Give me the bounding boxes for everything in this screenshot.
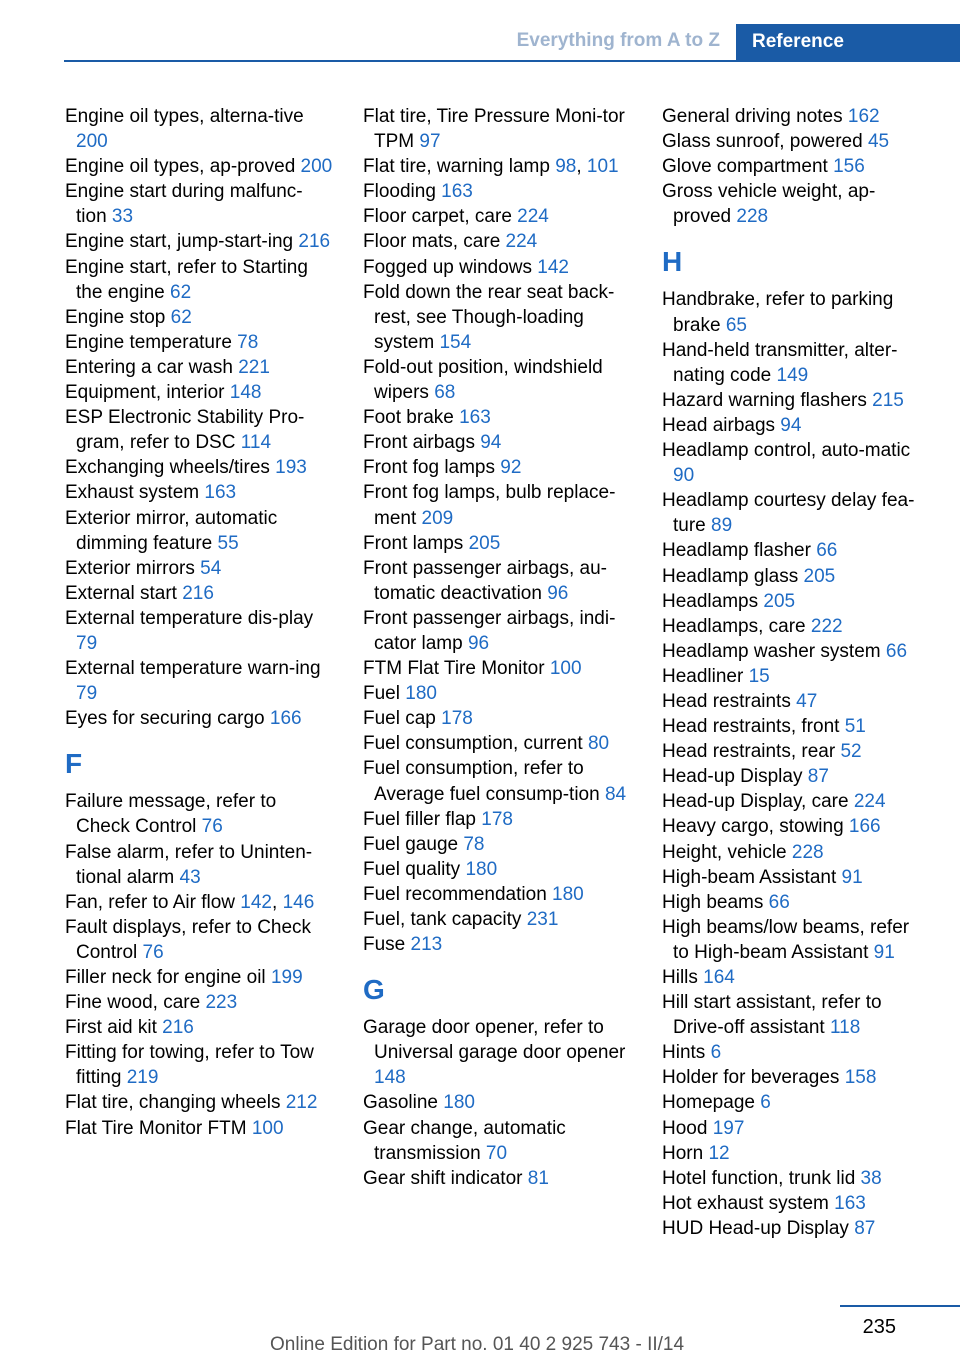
page-reference-link[interactable]: 163 xyxy=(459,407,491,429)
index-entry xyxy=(662,614,930,639)
index-entry-term: Homepage xyxy=(662,1092,761,1114)
page-reference-link[interactable]: 228 xyxy=(791,841,824,863)
index-entry xyxy=(65,179,333,229)
page-reference-link[interactable]: 118 xyxy=(829,1017,861,1039)
index-entry xyxy=(65,656,333,706)
index-entry xyxy=(363,1090,631,1115)
index-entry-term: Head restraints, front xyxy=(662,716,845,738)
index-entry-term: Fan, refer to Air flow xyxy=(65,891,241,913)
index-entry xyxy=(363,932,631,957)
index-entry-term: Headlamp control, auto-matic xyxy=(662,440,911,462)
index-entry xyxy=(662,990,930,1040)
index-entry xyxy=(363,280,631,355)
index-entry-term: Front fog lamps, bulb replace-ment xyxy=(363,482,616,529)
index-entry-term: Flat tire, Tire Pressure Moni-tor TPM xyxy=(363,106,625,153)
page-reference-link[interactable]: 62 xyxy=(170,306,192,328)
page-reference-link[interactable]: 66 xyxy=(768,891,790,913)
index-entry xyxy=(662,538,930,563)
page-reference-link[interactable]: 68 xyxy=(434,382,456,404)
index-entry-term: FTM Flat Tire Monitor xyxy=(363,658,550,680)
page-reference-link[interactable]: 212 xyxy=(285,1092,318,1114)
page-reference-link[interactable]: 205 xyxy=(468,532,501,554)
index-entry-term: Exchanging wheels/tires xyxy=(65,457,276,479)
index-entry-term: Fuse xyxy=(363,934,411,956)
index-entry-term: Engine stop xyxy=(65,306,171,328)
page-reference-link[interactable]: 79 xyxy=(76,683,98,705)
index-entry-term: Headliner xyxy=(662,665,749,687)
index-entry xyxy=(363,229,631,254)
index-entry xyxy=(65,581,333,606)
index-entry-term: Fuel consumption, refer to Average fuel consump-tion xyxy=(363,758,605,805)
index-entry-term: External temperature dis-play xyxy=(65,607,314,629)
index-entry xyxy=(662,413,930,438)
page-reference-link[interactable]: 149 xyxy=(776,364,809,386)
page-reference-link[interactable]: 114 xyxy=(240,432,272,454)
index-entry-term: Hand-held transmitter, alter-nating code xyxy=(662,339,898,386)
index-entry xyxy=(662,1090,930,1115)
page-reference-link[interactable]: 178 xyxy=(481,808,513,830)
index-entry-term: Glove compartment xyxy=(662,156,834,178)
index-entry-term: Eyes for securing cargo xyxy=(65,708,270,730)
index-entry-term: Headlamps, care xyxy=(662,615,811,637)
index-entry xyxy=(662,104,930,129)
index-entry-term: Height, vehicle xyxy=(662,841,792,863)
index-entry xyxy=(662,1065,930,1090)
index-entry xyxy=(363,1116,631,1166)
index-entry-term: Hood xyxy=(662,1117,713,1139)
index-entry-term: Gear change, automatic transmission xyxy=(363,1117,566,1164)
page-reference-link[interactable]: 70 xyxy=(485,1142,508,1164)
index-entry-term: Front fog lamps xyxy=(363,457,501,479)
index-entry xyxy=(65,915,333,965)
index-entry xyxy=(363,907,631,932)
index-entry-term: Gasoline xyxy=(363,1092,444,1114)
index-entry-term: Fuel quality xyxy=(363,858,466,880)
page-reference-link[interactable]: 223 xyxy=(205,992,238,1014)
index-entry xyxy=(662,915,930,965)
index-entry-term: Floor carpet, care xyxy=(363,206,518,228)
index-entry: Fan, refer to Air flow 142, 146 xyxy=(65,891,315,913)
index-entry xyxy=(363,857,631,882)
index-column-3 xyxy=(662,104,930,1241)
index-entry-term: Foot brake xyxy=(363,407,460,429)
page-reference-link[interactable]: 200 xyxy=(76,131,108,153)
index-entry-term: Fuel consumption, current xyxy=(363,733,588,755)
index-letter-heading: F xyxy=(65,748,83,780)
page-reference-link[interactable]: 163 xyxy=(834,1192,866,1214)
index-entry-term: Failure message, refer to Check Control xyxy=(65,791,277,838)
index-entry xyxy=(363,480,631,530)
index-entry xyxy=(662,789,930,814)
index-entry-term: Filler neck for engine oil xyxy=(65,967,271,988)
index-entry xyxy=(662,1216,930,1241)
index-entry xyxy=(662,388,930,413)
page-reference-link[interactable]: 66 xyxy=(816,540,838,562)
index-entry xyxy=(363,1166,631,1191)
page-reference-link[interactable]: 142 xyxy=(240,891,272,913)
index-entry-term: Head-up Display, care xyxy=(662,791,854,813)
index-entry xyxy=(65,1116,333,1141)
page-reference-link[interactable]: 215 xyxy=(872,389,904,411)
index-entry xyxy=(662,714,930,739)
index-entry-term: Engine start during malfunc-tion xyxy=(65,181,303,228)
page-reference-link[interactable]: 205 xyxy=(803,565,836,587)
index-entry xyxy=(662,338,930,388)
page-reference-link[interactable]: 33 xyxy=(111,206,134,228)
index-entry-term: Headlamp washer system xyxy=(662,640,886,662)
index-entry xyxy=(65,455,333,480)
index-entry-term: Engine oil types, alterna-tive xyxy=(65,106,304,127)
page-reference-link[interactable]: 180 xyxy=(552,883,584,905)
index-entry xyxy=(65,1015,333,1040)
index-entry xyxy=(363,455,631,480)
page-reference-link[interactable]: 87 xyxy=(807,766,829,788)
page-reference-link[interactable]: 209 xyxy=(421,507,454,529)
page-reference-link[interactable]: 101 xyxy=(586,156,619,178)
page-reference-link[interactable]: 79 xyxy=(76,632,98,654)
index-entry-term: HUD Head-up Display xyxy=(662,1217,855,1239)
index-entry-term: Front passenger airbags, au-tomatic deactivation xyxy=(363,557,607,604)
index-entry xyxy=(662,564,930,589)
page-reference-link[interactable]: 231 xyxy=(526,909,559,930)
index-entry xyxy=(65,355,333,380)
page-reference-link[interactable]: 90 xyxy=(673,465,695,487)
index-entry xyxy=(363,355,631,405)
page-number: 235 xyxy=(862,1316,896,1338)
index-entry xyxy=(65,965,333,990)
index-entry-term: Heavy cargo, stowing xyxy=(662,816,849,838)
index-entry xyxy=(363,179,631,204)
index-entry xyxy=(65,480,333,505)
page-reference-link[interactable]: 80 xyxy=(587,733,610,755)
page-reference-link[interactable]: 87 xyxy=(854,1217,876,1239)
index-entry-term: Flooding xyxy=(363,181,442,203)
index-entry xyxy=(363,706,631,731)
index-entry-term: Gross vehicle weight, ap-proved xyxy=(662,181,876,228)
index-entry xyxy=(662,1141,930,1166)
index-entry-term: Floor mats, care xyxy=(363,231,506,253)
index-entry-term: Engine start, jump-start-ing xyxy=(65,231,299,253)
footer-rule xyxy=(840,1305,960,1307)
index-entry-term: Hints xyxy=(662,1042,711,1064)
index-entry xyxy=(662,589,930,614)
index-entry xyxy=(662,438,930,488)
index-entry-term: Fogged up windows xyxy=(363,256,538,278)
index-entry xyxy=(363,606,631,656)
page-reference-link[interactable]: 199 xyxy=(270,967,303,988)
page-reference-link[interactable]: 154 xyxy=(439,331,472,353)
index-entry-term: Headlamp flasher xyxy=(662,540,817,562)
index-entry xyxy=(65,104,333,154)
index-entry-term: ESP Electronic Stability Pro-gram, refer to DSC xyxy=(65,407,305,454)
index-entry-term: First aid kit xyxy=(65,1017,163,1039)
page-reference-link[interactable]: 224 xyxy=(505,231,538,253)
page-reference-link[interactable]: 54 xyxy=(200,557,222,579)
page-reference-link[interactable]: 205 xyxy=(763,590,796,612)
page-reference-link[interactable]: 12 xyxy=(708,1142,730,1164)
page-reference-link[interactable]: 96 xyxy=(467,632,490,654)
index-entry-term: Hazard warning flashers xyxy=(662,389,873,411)
index-entry xyxy=(662,179,930,229)
page-reference-link[interactable]: 142 xyxy=(537,256,569,278)
page-reference-link[interactable]: 94 xyxy=(480,432,502,454)
page-reference-link[interactable]: 224 xyxy=(853,791,886,813)
index-entry xyxy=(662,689,930,714)
page-reference-link[interactable]: 47 xyxy=(796,690,818,712)
header-rule xyxy=(64,60,960,62)
index-entry xyxy=(363,430,631,455)
page-reference-link[interactable]: 98 xyxy=(555,156,577,178)
index-entry-term: Fault displays, refer to Check Control xyxy=(65,916,312,963)
index-letter-heading: G xyxy=(363,974,385,1006)
index-entry-term: Gear shift indicator xyxy=(363,1167,528,1189)
index-entry-term: Exterior mirrors xyxy=(65,557,201,579)
page-reference-link[interactable]: 216 xyxy=(162,1017,194,1039)
index-entry-term: High-beam Assistant xyxy=(662,866,842,888)
index-entry xyxy=(65,556,333,581)
page-reference-link[interactable]: 148 xyxy=(374,1067,406,1089)
header-tab: Reference xyxy=(736,24,960,62)
page-reference-link[interactable]: 92 xyxy=(500,457,522,479)
index-entry-term: Headlamp glass xyxy=(662,565,804,587)
index-entry xyxy=(662,129,930,154)
index-entry xyxy=(662,965,930,990)
page-reference-link[interactable]: 45 xyxy=(867,131,890,153)
index-entry xyxy=(363,756,631,806)
page-reference-link[interactable]: 96 xyxy=(547,582,569,604)
index-entry-term: Hill start assistant, refer to Drive-off assistant xyxy=(662,992,882,1039)
index-entry xyxy=(662,664,930,689)
page-reference-link[interactable]: 228 xyxy=(736,206,769,228)
page-reference-link[interactable]: 91 xyxy=(873,941,895,963)
index-entry-term: Front lamps xyxy=(363,532,469,554)
page-reference-link[interactable]: 166 xyxy=(269,708,302,730)
index-entry-term: Fold down the rear seat back-rest, see Though-loading system xyxy=(363,281,615,353)
index-entry-term: Flat tire, warning lamp xyxy=(363,156,556,178)
page-reference-link[interactable]: 148 xyxy=(229,382,262,404)
index-entry xyxy=(65,305,333,330)
page-reference-link[interactable]: 216 xyxy=(182,582,214,604)
index-entry xyxy=(65,789,333,839)
page-reference-link[interactable]: 100 xyxy=(549,658,582,680)
page-reference-link[interactable]: 163 xyxy=(441,181,473,203)
page-reference-link[interactable]: 222 xyxy=(810,615,843,637)
page-reference-link[interactable]: 81 xyxy=(527,1167,549,1189)
index-entry-term: Hills xyxy=(662,967,704,988)
page-reference-link[interactable]: 65 xyxy=(725,314,747,336)
index-entry xyxy=(363,832,631,857)
page-reference-link[interactable]: 158 xyxy=(844,1067,877,1089)
index-entry-term: Glass sunroof, powered xyxy=(662,131,868,153)
index-entry-term: Equipment, interior xyxy=(65,382,230,404)
index-entry xyxy=(65,330,333,355)
index-entry-term: High beams xyxy=(662,891,769,913)
index-entry-term: General driving notes xyxy=(662,106,848,127)
index-entry-term: Fuel cap xyxy=(363,708,442,730)
index-entry-term: Fitting for towing, refer to Tow fitting xyxy=(65,1042,314,1089)
page-reference-link[interactable]: 216 xyxy=(298,231,331,253)
index-entry xyxy=(65,405,333,455)
index-entry xyxy=(65,990,333,1015)
index-entry xyxy=(662,1166,930,1191)
index-entry xyxy=(65,380,333,405)
index-entry xyxy=(662,739,930,764)
page-reference-link[interactable]: 200 xyxy=(300,156,333,178)
index-entry xyxy=(662,764,930,789)
index-entry xyxy=(363,255,631,280)
index-entry-term: Hotel function, trunk lid xyxy=(662,1167,861,1189)
index-entry-term: Fuel gauge xyxy=(363,833,464,855)
index-entry-term: Fuel recommendation xyxy=(363,883,553,905)
index-entry-term: Engine oil types, ap-proved xyxy=(65,156,301,178)
page-reference-link[interactable]: 224 xyxy=(517,206,549,228)
index-entry-term: Fuel filler flap xyxy=(363,808,482,830)
index-entry xyxy=(662,488,930,538)
index-entry xyxy=(662,287,930,337)
page-reference-link[interactable]: 91 xyxy=(841,866,863,888)
index-entry xyxy=(363,104,631,154)
index-entry xyxy=(363,556,631,606)
index-entry xyxy=(662,1040,930,1065)
page-reference-link[interactable]: 221 xyxy=(238,356,270,378)
index-column-1 xyxy=(65,104,333,1141)
index-entry xyxy=(363,1015,631,1090)
index-entry-term: Headlamp courtesy delay fea-ture xyxy=(662,490,915,537)
page-reference-link[interactable]: 193 xyxy=(275,457,307,479)
page-reference-link[interactable]: 197 xyxy=(712,1117,745,1139)
index-entry xyxy=(65,706,333,731)
page-reference-link[interactable]: 76 xyxy=(201,816,223,838)
page-reference-link[interactable]: 180 xyxy=(443,1092,475,1114)
page-reference-link[interactable]: 166 xyxy=(848,816,881,838)
index-entry-term: Front airbags xyxy=(363,432,481,454)
index-entry xyxy=(65,154,333,179)
page-reference-link[interactable]: 100 xyxy=(251,1117,284,1139)
index-entry xyxy=(363,531,631,556)
index-entry xyxy=(65,1040,333,1090)
index-entry-term: Fold-out position, windshield wipers xyxy=(363,356,603,404)
index-entry xyxy=(363,681,631,706)
index-entry xyxy=(65,229,333,254)
page-reference-link[interactable]: 78 xyxy=(237,331,259,353)
index-entry-term: Exterior mirror, automatic dimming feature xyxy=(65,507,278,554)
index-column-2 xyxy=(363,104,631,1191)
index-entry xyxy=(662,639,930,664)
page-reference-link[interactable]: 76 xyxy=(142,941,164,963)
index-entry-term: Head restraints xyxy=(662,690,797,712)
index-entry-term: Exhaust system xyxy=(65,482,205,504)
header-section-title: Everything from A to Z xyxy=(516,30,720,51)
edition-footer: Online Edition for Part no. 01 40 2 925 743 - II/14 xyxy=(270,1334,685,1355)
index-entry xyxy=(662,840,930,865)
index-entry-term: Fuel xyxy=(363,683,406,705)
page-reference-link[interactable]: 55 xyxy=(217,532,239,554)
index-entry-term: Entering a car wash xyxy=(65,356,239,378)
index-entry-term: Engine start, refer to Starting the engine xyxy=(65,256,308,303)
index-entry-term: Holder for beverages xyxy=(662,1067,845,1089)
index-entry xyxy=(363,656,631,681)
page-reference-link[interactable]: 178 xyxy=(441,708,473,730)
index-entry xyxy=(662,865,930,890)
page-reference-link[interactable]: 66 xyxy=(885,640,908,662)
page-reference-link[interactable]: 52 xyxy=(840,741,862,763)
page-reference-link[interactable]: 15 xyxy=(748,665,770,687)
index-entry-term: False alarm, refer to Uninten-tional alarm xyxy=(65,841,313,888)
index-entry xyxy=(363,204,631,229)
index-entry-term: Front passenger airbags, indi-cator lamp xyxy=(363,607,616,654)
index-entry xyxy=(65,506,333,556)
page-reference-link[interactable]: 164 xyxy=(703,967,735,988)
index-letter-heading: H xyxy=(662,246,683,278)
index-entry: Flat tire, warning lamp 98, 101 xyxy=(363,156,619,178)
index-entry xyxy=(662,814,930,839)
page-reference-link[interactable]: 89 xyxy=(711,515,733,537)
index-entry-term: Engine temperature xyxy=(65,331,238,353)
index-entry-term: Headlamps xyxy=(662,590,764,612)
index-entry-term: Head restraints, rear xyxy=(662,741,841,763)
index-entry-term: Horn xyxy=(662,1142,709,1164)
index-entry xyxy=(662,1191,930,1216)
page-reference-link[interactable]: 213 xyxy=(410,934,443,956)
page-reference-link[interactable]: 146 xyxy=(282,891,315,913)
index-entry-term: Head-up Display xyxy=(662,766,808,788)
page-reference-link[interactable]: 38 xyxy=(860,1167,882,1189)
page-reference-link[interactable]: 180 xyxy=(405,683,437,705)
index-entry xyxy=(363,405,631,430)
index-entry xyxy=(662,154,930,179)
index-entry xyxy=(662,890,930,915)
page-reference-link[interactable]: 219 xyxy=(126,1067,159,1089)
page-reference-link[interactable]: 162 xyxy=(847,106,880,127)
index-entry xyxy=(662,1116,930,1141)
index-entry xyxy=(65,840,333,890)
index-entry xyxy=(363,807,631,832)
index-entry xyxy=(363,882,631,907)
page-reference-link[interactable]: 6 xyxy=(710,1042,722,1064)
page-reference-link[interactable]: 84 xyxy=(604,783,627,805)
index-entry-term: Flat Tire Monitor FTM xyxy=(65,1117,252,1139)
index-entry-term: High beams/low beams, refer to High-beam Assistant xyxy=(662,916,910,963)
index-entry-term: External temperature warn-ing xyxy=(65,658,321,680)
page-reference-link[interactable]: 156 xyxy=(833,156,865,178)
index-entry-term: Fine wood, care xyxy=(65,992,206,1014)
page-reference-link[interactable]: 62 xyxy=(170,281,192,303)
index-entry xyxy=(65,606,333,656)
page-reference-link[interactable]: 43 xyxy=(179,866,201,888)
index-entry xyxy=(65,255,333,305)
page-reference-link[interactable]: 94 xyxy=(780,414,802,436)
index-entry-term: Hot exhaust system xyxy=(662,1192,835,1214)
index-entry-term: Handbrake, refer to parking brake xyxy=(662,289,894,336)
page-reference-link[interactable]: 51 xyxy=(844,716,866,738)
index-entry-term: Flat tire, changing wheels xyxy=(65,1092,286,1114)
page-reference-link[interactable]: 6 xyxy=(760,1092,771,1114)
index-entry xyxy=(363,731,631,756)
index-entry xyxy=(65,1090,333,1115)
index-entry-term: External start xyxy=(65,582,183,604)
page-reference-link[interactable]: 78 xyxy=(463,833,485,855)
index-entry-term: Head airbags xyxy=(662,414,781,436)
page-reference-link[interactable]: 180 xyxy=(465,858,498,880)
index-entry-term: Fuel, tank capacity xyxy=(363,909,527,930)
page-reference-link[interactable]: 163 xyxy=(204,482,237,504)
index-entry-term: Garage door opener, refer to Universal garage door opener xyxy=(363,1017,626,1064)
page-reference-link[interactable]: 97 xyxy=(419,131,441,153)
